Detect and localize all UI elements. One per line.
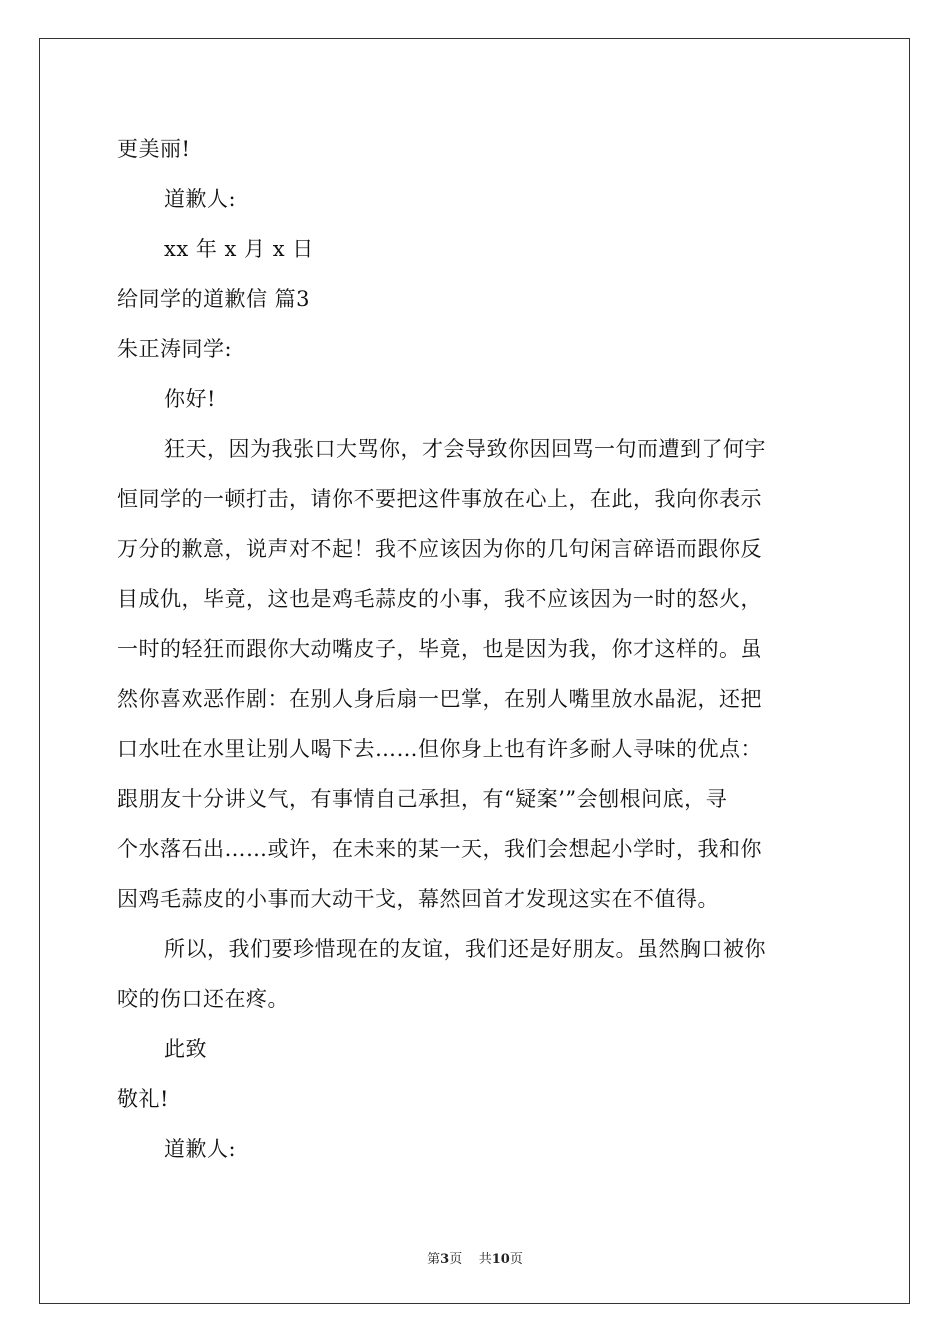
date-line: xx 年 x 月 x 日 [164,237,314,261]
paragraph-closing [117,924,837,1024]
paragraph-line: 个水落石出……或许，在未来的某一天，我们会想起小学时，我和你 [117,837,762,861]
paragraph-line: 然你喜欢恶作剧：在别人身后扇一巴掌，在别人嘴里放水晶泥，还把 [117,687,762,711]
total-pages: 10 [491,1252,510,1267]
paragraph-line: 咬的伤口还在疼。 [117,987,289,1011]
page-footer [0,1248,950,1267]
paragraph-line: 因鸡毛蒜皮的小事而大动干戈，幕然回首才发现这实在不值得。 [117,887,719,911]
page-number: 3 [440,1252,450,1267]
paragraph-line: 狂天，因为我张口大骂你，才会导致你因回骂一句而遭到了何宇 [164,437,766,461]
paragraph-line: 目成仇，毕竟，这也是鸡毛蒜皮的小事，我不应该因为一时的怒火， [117,587,762,611]
signature-label: 道歉人: [164,1137,237,1161]
section-title: 给同学的道歉信 篇3 [117,287,311,311]
closing-salute: 敬礼! [117,1087,169,1111]
total-prefix: 共 [478,1252,492,1267]
paragraph-line: 所以，我们要珍惜现在的友谊，我们还是好朋友。虽然胸口被你 [164,937,766,961]
paragraph-line: 万分的歉意，说声对不起！我不应该因为你的几句闲言碎语而跟你反 [117,537,762,561]
page-suffix: 页 [449,1252,463,1267]
document-body [117,124,837,1174]
greeting: 你好! [164,387,216,411]
signature-label: 道歉人: [164,187,237,211]
closing-phrase: 此致 [164,1037,207,1061]
paragraph-body [117,424,837,924]
paragraph-line: 一时的轻狂而跟你大动嘴皮子，毕竟，也是因为我，你才这样的。虽 [117,637,762,661]
total-suffix: 页 [509,1252,523,1267]
paragraph-line: 口水吐在水里让别人喝下去……但你身上也有许多耐人寻味的优点： [117,737,762,761]
paragraph-line: 恒同学的一顿打击，请你不要把这件事放在心上，在此，我向你表示 [117,487,762,511]
salutation: 朱正涛同学: [117,337,233,361]
page-prefix: 第 [427,1252,441,1267]
paragraph-line: 跟朋友十分讲义气，有事情自己承担，有“疑案’”会刨根问底，寻 [117,787,728,811]
text-line: 更美丽! [117,137,191,161]
